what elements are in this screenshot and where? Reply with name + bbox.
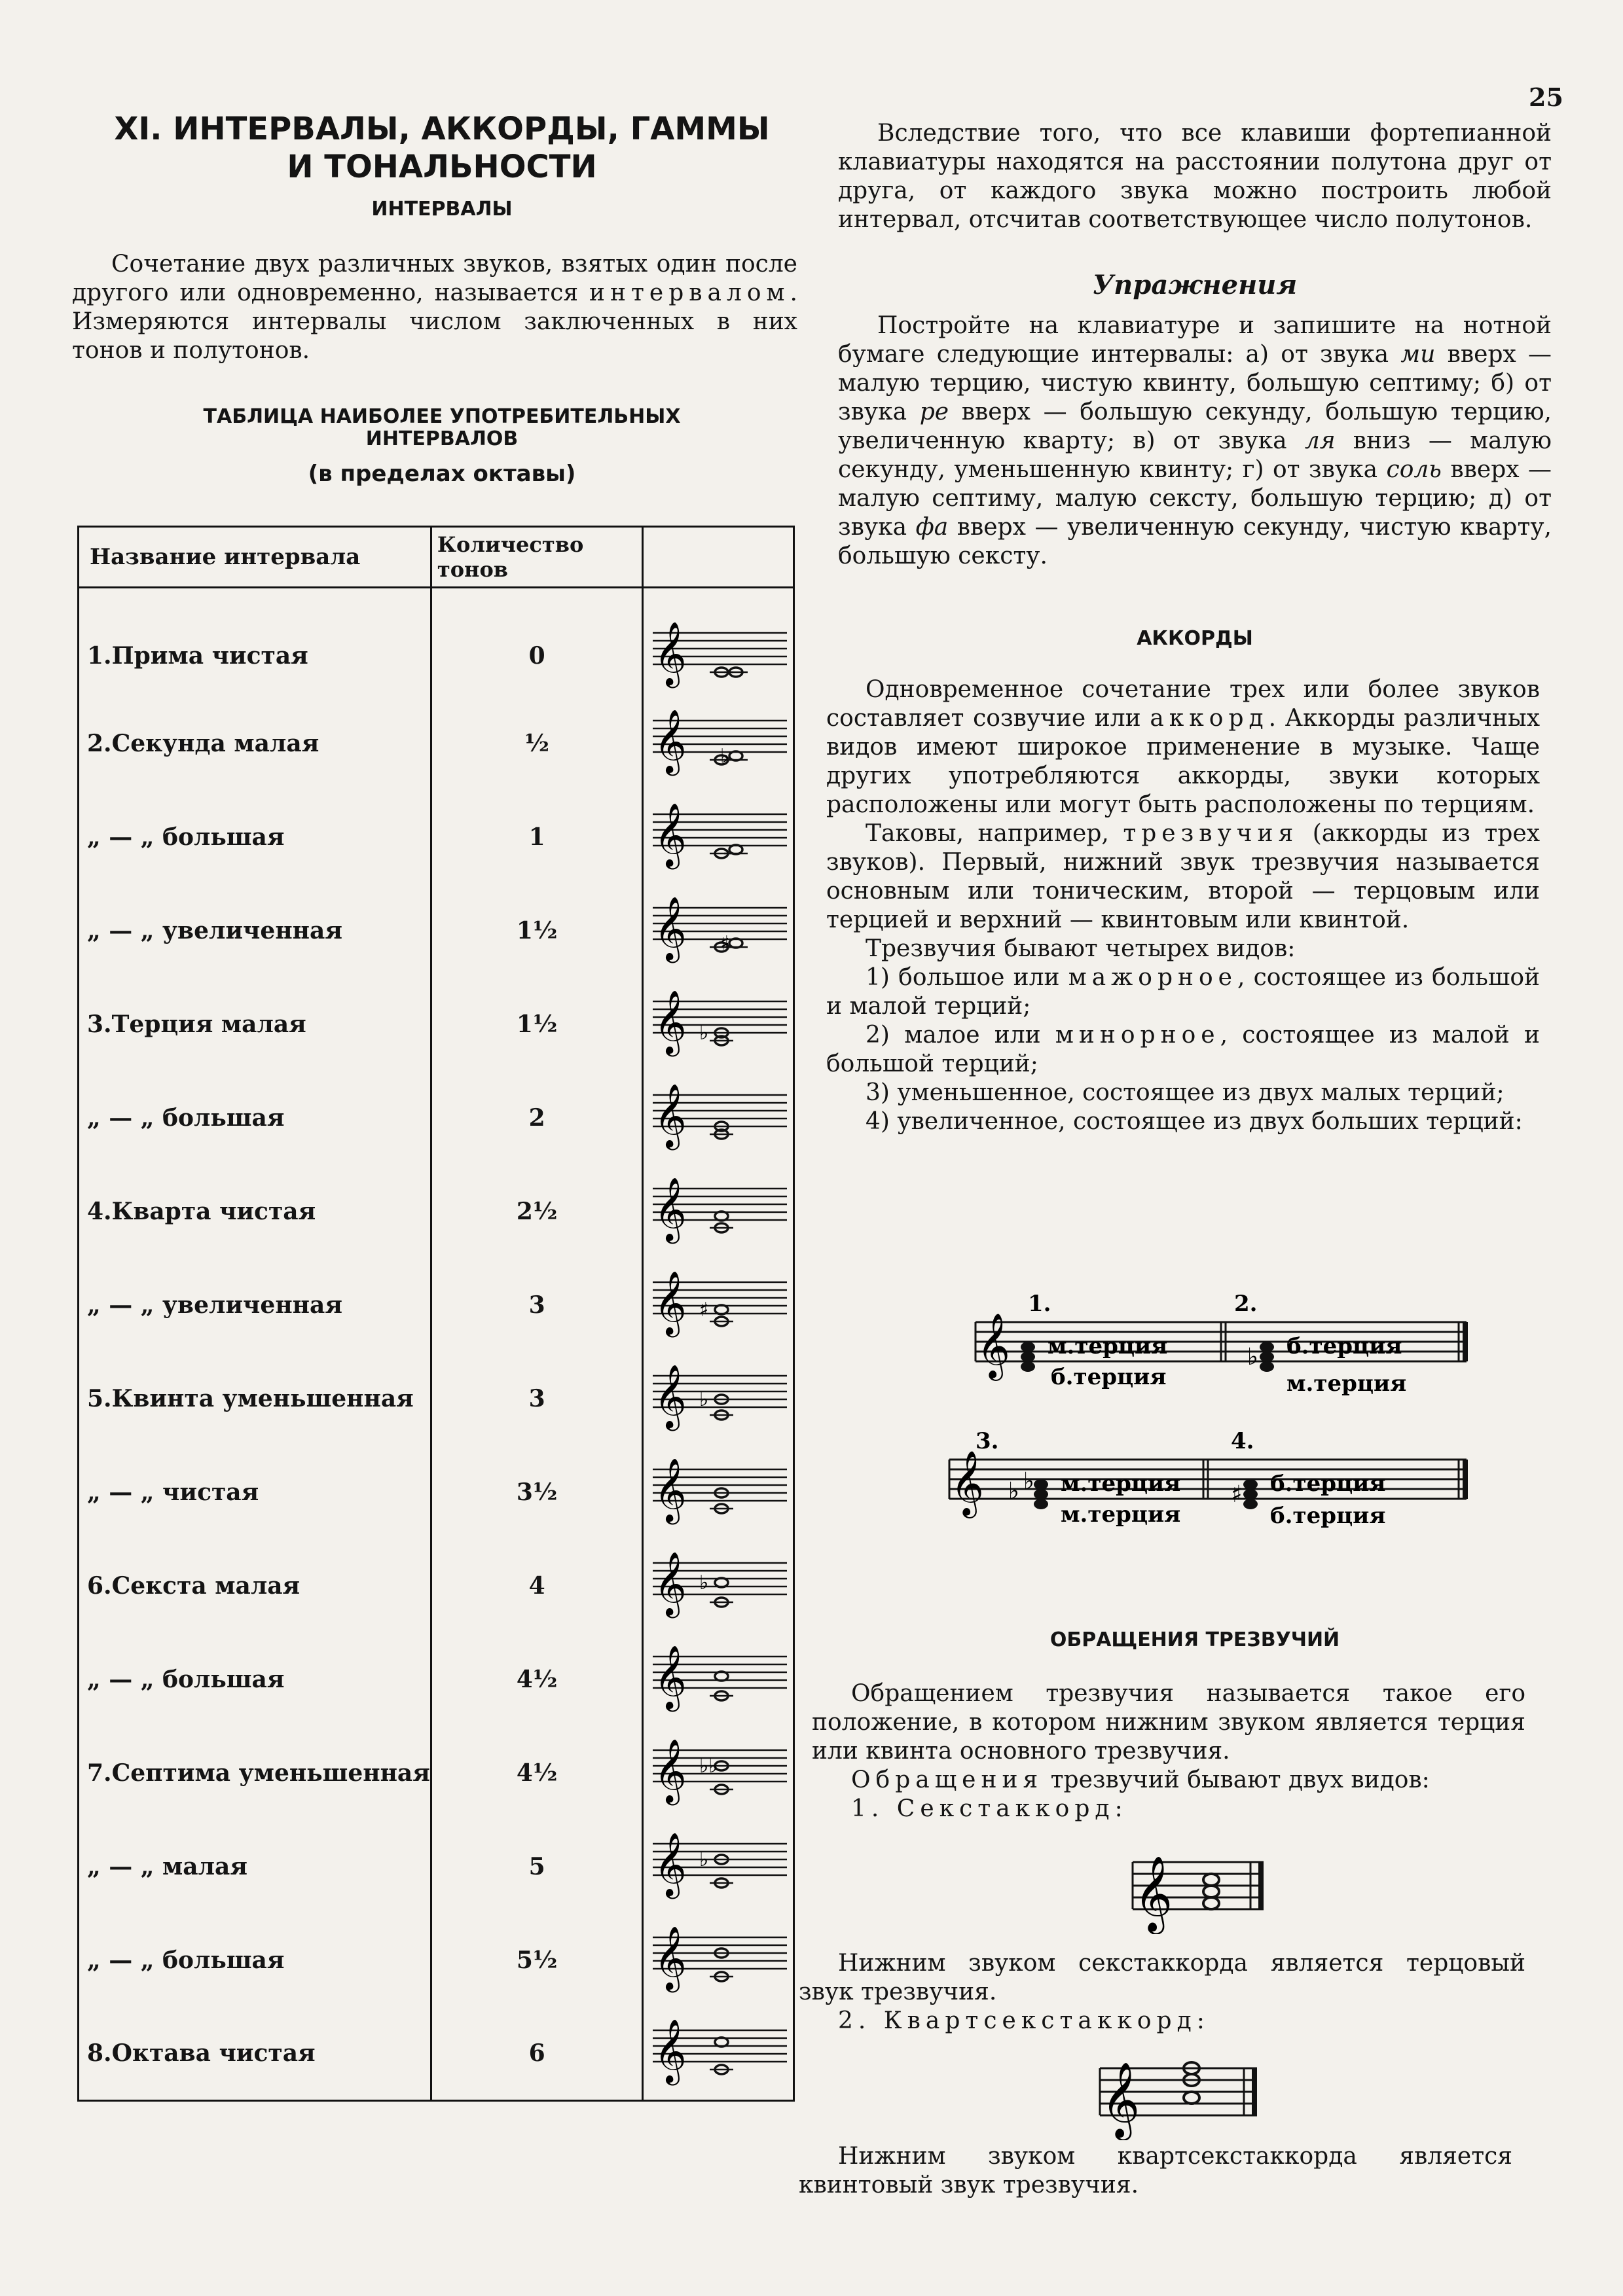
table-header-row — [79, 527, 794, 588]
interval-name: „ — „ большая — [79, 1071, 431, 1164]
interval-row — [79, 2007, 794, 2100]
triad-number: 2. — [1234, 1293, 1258, 1317]
interval-row — [79, 1632, 794, 1726]
triad-number: 3. — [976, 1428, 999, 1454]
inversions-paragraphs — [812, 1679, 1525, 1823]
sharp-icon: ♯ — [1231, 1481, 1243, 1508]
interval-name: 4.Кварта чистая — [79, 1164, 431, 1258]
interval-notation — [643, 1632, 794, 1726]
treble-clef-icon: 𝄞 — [1134, 1855, 1173, 1931]
interval-row — [79, 588, 794, 697]
flat-icon: ♭ — [699, 1388, 709, 1411]
treble-clef-icon: 𝄞 — [654, 1551, 687, 1615]
interval-name: „ — „ большая — [79, 1913, 431, 2007]
staff — [653, 1638, 787, 1720]
ex-text-a6: вверх — увеличенную секунду, чистую кварту, большую сексту. — [838, 514, 1552, 569]
flat-icon: ♭♭ — [699, 1755, 718, 1778]
quartsextchord-paragraph — [799, 2142, 1512, 2200]
interval-row — [79, 977, 794, 1071]
triad-lower-label: м.терция — [1286, 1371, 1407, 1397]
intervals-heading: ИНТЕРВАЛЫ — [371, 198, 513, 221]
flat-icon: ♭ — [1008, 1478, 1019, 1505]
ex-note-sol: соль — [1386, 456, 1442, 483]
interval-notation — [643, 696, 794, 790]
interval-name: 3.Терция малая — [79, 977, 431, 1071]
interval-name: „ — „ большая — [79, 790, 431, 884]
exercises-heading: Упражнения — [1092, 270, 1298, 300]
ex-text-a5: вверх — малую септиму, малую сексту, большую терцию; д) от звука — [838, 456, 1552, 541]
table-title — [131, 406, 753, 450]
ex-text-a4: вниз — малую секунду, уменьшенную квинту; г) от звука — [838, 427, 1552, 483]
table-title-line2: ИНТЕРВАЛОВ — [365, 427, 519, 450]
ex-text-a2: вверх — малую терцию, чистую квинту, большую септиму; б) от звука — [838, 341, 1552, 425]
interval-notation — [643, 588, 794, 697]
triad-lower-label: м.терция — [1061, 1501, 1181, 1528]
sharp-icon: ♯ — [699, 1299, 709, 1321]
interval-name: 2.Секунда малая — [79, 696, 431, 790]
interval-name: „ — „ увеличенная — [79, 1258, 431, 1352]
staff — [653, 1264, 787, 1346]
note-head — [1034, 1499, 1048, 1509]
interval-row — [79, 1071, 794, 1164]
note-head — [1203, 1886, 1219, 1897]
flat-icon: ♭ — [720, 745, 730, 768]
inversion-definition: Обращением трезвучия называется такое его положение, в котором нижним звуком является терция или квинта основного трезвучия. — [812, 1680, 1525, 1765]
staff — [653, 1357, 787, 1439]
note-head — [1021, 1342, 1035, 1352]
exercises-paragraph — [838, 312, 1552, 571]
interval-name: 5.Квинта уменьшенная — [79, 1352, 431, 1445]
triad-upper-label: б.терция — [1270, 1471, 1386, 1497]
flat-icon: ♭ — [699, 1571, 709, 1594]
treble-clef-icon: 𝄞 — [654, 1645, 687, 1709]
flat-icon: ♭ — [1247, 1344, 1258, 1371]
page-number: 25 — [1529, 82, 1563, 112]
interval-row — [79, 1164, 794, 1258]
interval-tones: 2 — [431, 1071, 643, 1164]
header-name: Название интервала — [79, 527, 431, 588]
interval-row — [79, 1352, 794, 1445]
keyboard-text: Вследствие того, что все клавиши фортепианной клавиатуры находятся на расстоянии полутона друг от друга, от каждого звука можно построить любой интервал, отсчитав соответствующее число полутонов. — [838, 120, 1552, 233]
triads-text-a: Таковы, например, — [866, 820, 1123, 847]
inversion-kind-2: 2. Квартсекстаккорд: — [838, 2007, 1210, 2034]
treble-clef-icon: 𝄞 — [654, 1270, 687, 1335]
interval-name: „ — „ чистая — [79, 1445, 431, 1539]
interval-tones: 4½ — [431, 1726, 643, 1820]
kind1-term: мажорное — [1068, 964, 1237, 991]
note-head — [1260, 1352, 1274, 1362]
ex-text-a1: Постройте на клавиатуре и запишите на нотной бумаге следующие интервалы: а) от звука — [838, 312, 1552, 368]
interval-notation — [643, 790, 794, 884]
triad-examples — [943, 1293, 1480, 1561]
interval-tones: 3 — [431, 1352, 643, 1445]
staff — [653, 1170, 787, 1252]
header-notation — [643, 527, 794, 588]
interval-notation — [643, 884, 794, 977]
kind3-text: 3) уменьшенное, состоящее из двух малых терций; — [866, 1079, 1504, 1106]
treble-clef-icon: 𝄞 — [654, 802, 687, 867]
treble-clef-icon: 𝄞 — [654, 1926, 687, 1990]
interval-row — [79, 1539, 794, 1632]
interval-notation — [643, 1820, 794, 1913]
triads-text-b: (аккорды из трех звуков). Первый, нижний звук трезвучия называется основным или тоническим, второй — терцовым или терцией и верхний — квинтовым или квинтой. — [826, 820, 1541, 933]
staff — [653, 1919, 787, 2001]
chapter-title-line2: И ТОНАЛЬНОСТИ — [287, 149, 597, 185]
intro-text-1: Сочетание двух различных звуков, взятых один после другого или одновременно, называется — [72, 251, 797, 306]
interval-tones: ½ — [431, 696, 643, 790]
interval-row — [79, 884, 794, 977]
interval-row — [79, 1258, 794, 1352]
kind2-a: 2) малое или — [866, 1022, 1055, 1049]
interval-tones: 4½ — [431, 1632, 643, 1726]
note-head — [1184, 2092, 1199, 2104]
interval-notation — [643, 1071, 794, 1164]
interval-notation — [643, 1445, 794, 1539]
triad-upper-label: б.терция — [1286, 1333, 1402, 1359]
table-title-line1: ТАБЛИЦА НАИБОЛЕЕ УПОТРЕБИТЕЛЬНЫХ — [203, 405, 681, 428]
interval-row — [79, 1445, 794, 1539]
interval-notation — [643, 977, 794, 1071]
interval-tones: 5½ — [431, 1913, 643, 2007]
interval-row — [79, 696, 794, 790]
staff — [653, 1451, 787, 1533]
intro-term: интервалом — [589, 279, 790, 306]
interval-name: „ — „ большая — [79, 1632, 431, 1726]
treble-clef-icon: 𝄞 — [654, 990, 687, 1054]
interval-notation — [643, 1726, 794, 1820]
inversions-term: Обращения — [851, 1767, 1044, 1793]
staff — [653, 983, 787, 1065]
triad-lower-label: б.терция — [1270, 1503, 1386, 1529]
interval-tones: 1½ — [431, 977, 643, 1071]
interval-tones: 1½ — [431, 884, 643, 977]
interval-name: 1.Прима чистая — [79, 588, 431, 697]
note-head — [1243, 1499, 1258, 1509]
sixth-chord-example — [1126, 1836, 1270, 1934]
treble-clef-icon: 𝄞 — [654, 1738, 687, 1803]
ex-note-re: ре — [919, 399, 949, 425]
triad-number: 4. — [1231, 1428, 1254, 1454]
intro-text-2: . Измеряются интервалы числом заключенных в них тонов и полутонов. — [72, 279, 797, 364]
note-head — [1021, 1352, 1035, 1362]
staff — [653, 702, 787, 784]
staff — [653, 2012, 787, 2094]
staff — [653, 615, 787, 696]
note-head — [1034, 1489, 1048, 1499]
treble-clef-icon: 𝄞 — [951, 1450, 984, 1516]
ex-text-a3: вверх — большую секунду, большую терцию, увеличенную кварту; в) от звука — [838, 399, 1552, 454]
staff — [653, 1732, 787, 1814]
triad-upper-label: м.терция — [1048, 1333, 1168, 1359]
note-head — [1243, 1479, 1258, 1490]
triad-upper-label: м.терция — [1061, 1471, 1181, 1497]
flat-icon: ♭ — [1023, 1468, 1034, 1495]
kinds-intro: Трезвучия бывают четырех видов: — [866, 935, 1296, 962]
interval-tones: 2½ — [431, 1164, 643, 1258]
note-head — [1203, 1897, 1219, 1909]
triad-lower-label: б.терция — [1051, 1364, 1167, 1390]
interval-name: 6.Секста малая — [79, 1539, 431, 1632]
interval-notation — [643, 1539, 794, 1632]
chords-term: аккорд — [1150, 705, 1269, 732]
interval-tones: 0 — [431, 588, 643, 697]
sharp-icon: ♯ — [720, 932, 730, 955]
treble-clef-icon: 𝄞 — [654, 1832, 687, 1896]
header-tones: Количество тонов — [431, 527, 643, 588]
treble-clef-icon: 𝄞 — [654, 1083, 687, 1147]
note-head — [1260, 1361, 1274, 1372]
staff — [653, 796, 787, 878]
flat-icon: ♭ — [699, 1848, 709, 1871]
chapter-title — [85, 110, 799, 186]
flat-icon: ♭ — [699, 1022, 709, 1045]
kind4-text: 4) увеличенное, состоящее из двух больших терций: — [866, 1108, 1523, 1135]
note-head — [1260, 1342, 1274, 1352]
ex-note-fa: фа — [915, 514, 949, 541]
table-subtitle: (в пределах октавы) — [308, 461, 576, 487]
kind1-b: , состоящее из большой и малой терций; — [826, 964, 1541, 1020]
treble-clef-icon: 𝄞 — [1101, 2061, 1140, 2138]
interval-tones: 3 — [431, 1258, 643, 1352]
chords-text-1b: . Аккорды различных видов имеют широкое применение в музыке. Чаще других употребляются аккорды, звуки которых расположены или могут быть расположены по терциям. — [826, 705, 1540, 818]
chords-text-1a: Одновременное сочетание трех или более звуков составляет созвучие или — [826, 676, 1540, 732]
note-head — [1243, 1489, 1258, 1499]
ex-note-mi: ми — [1400, 341, 1436, 368]
interval-tones: 3½ — [431, 1445, 643, 1539]
chords-paragraphs — [826, 675, 1540, 1136]
intervals-table — [77, 526, 795, 2102]
note-head — [1203, 1874, 1219, 1886]
interval-row — [79, 1913, 794, 2007]
sixth-chord-paragraph — [799, 1949, 1525, 2036]
chords-heading: АККОРДЫ — [1137, 627, 1253, 650]
treble-clef-icon: 𝄞 — [654, 896, 687, 960]
staff — [653, 1545, 787, 1626]
quartsextchord-example — [1093, 2042, 1264, 2140]
interval-row — [79, 1726, 794, 1820]
ex-note-la: ля — [1304, 427, 1336, 454]
interval-tones: 6 — [431, 2007, 643, 2100]
staff — [653, 1825, 787, 1907]
treble-clef-icon: 𝄞 — [977, 1313, 1010, 1378]
kind1-a: 1) большое или — [866, 964, 1068, 991]
sixth-chord-text: Нижним звуком секстаккорда является терцовый звук трезвучия. — [799, 1950, 1525, 2005]
note-head — [1021, 1361, 1035, 1372]
interval-notation — [643, 2007, 794, 2100]
note-head — [1034, 1479, 1048, 1490]
interval-notation — [643, 1913, 794, 2007]
treble-clef-icon: 𝄞 — [654, 621, 687, 685]
quartsextchord-text: Нижним звуком квартсекстаккорда является квинтовый звук трезвучия. — [799, 2143, 1512, 2198]
interval-name: „ — „ увеличенная — [79, 884, 431, 977]
treble-clef-icon: 𝄞 — [654, 1458, 687, 1522]
interval-name: 8.Октава чистая — [79, 2007, 431, 2100]
interval-row — [79, 790, 794, 884]
kind2-term: минорное — [1055, 1022, 1220, 1049]
keyboard-paragraph — [838, 119, 1552, 234]
staff — [653, 889, 787, 971]
inversions-kinds: трезвучий бывают двух видов: — [1043, 1767, 1430, 1793]
interval-tones: 4 — [431, 1539, 643, 1632]
chapter-title-line1: XI. ИНТЕРВАЛЫ, АККОРДЫ, ГАММЫ — [114, 111, 770, 147]
interval-name: „ — „ малая — [79, 1820, 431, 1913]
treble-clef-icon: 𝄞 — [654, 2018, 687, 2083]
triad-number: 1. — [1028, 1293, 1051, 1317]
treble-clef-icon: 𝄞 — [654, 709, 687, 773]
inversions-heading: ОБРАЩЕНИЯ ТРЕЗВУЧИЙ — [1049, 1628, 1340, 1651]
interval-tones: 1 — [431, 790, 643, 884]
interval-row — [79, 1820, 794, 1913]
interval-notation — [643, 1258, 794, 1352]
staff — [653, 1077, 787, 1158]
inversion-kind-1: 1. Секстаккорд: — [851, 1795, 1128, 1822]
interval-notation — [643, 1352, 794, 1445]
kind2-b: , состоящее из малой и большой терций; — [826, 1022, 1541, 1077]
interval-name: 7.Септима уменьшенная — [79, 1726, 431, 1820]
treble-clef-icon: 𝄞 — [654, 1177, 687, 1241]
treble-clef-icon: 𝄞 — [654, 1364, 687, 1428]
interval-notation — [643, 1164, 794, 1258]
triads-term: трезвучия — [1123, 820, 1299, 847]
interval-tones: 5 — [431, 1820, 643, 1913]
intervals-intro — [72, 250, 797, 365]
